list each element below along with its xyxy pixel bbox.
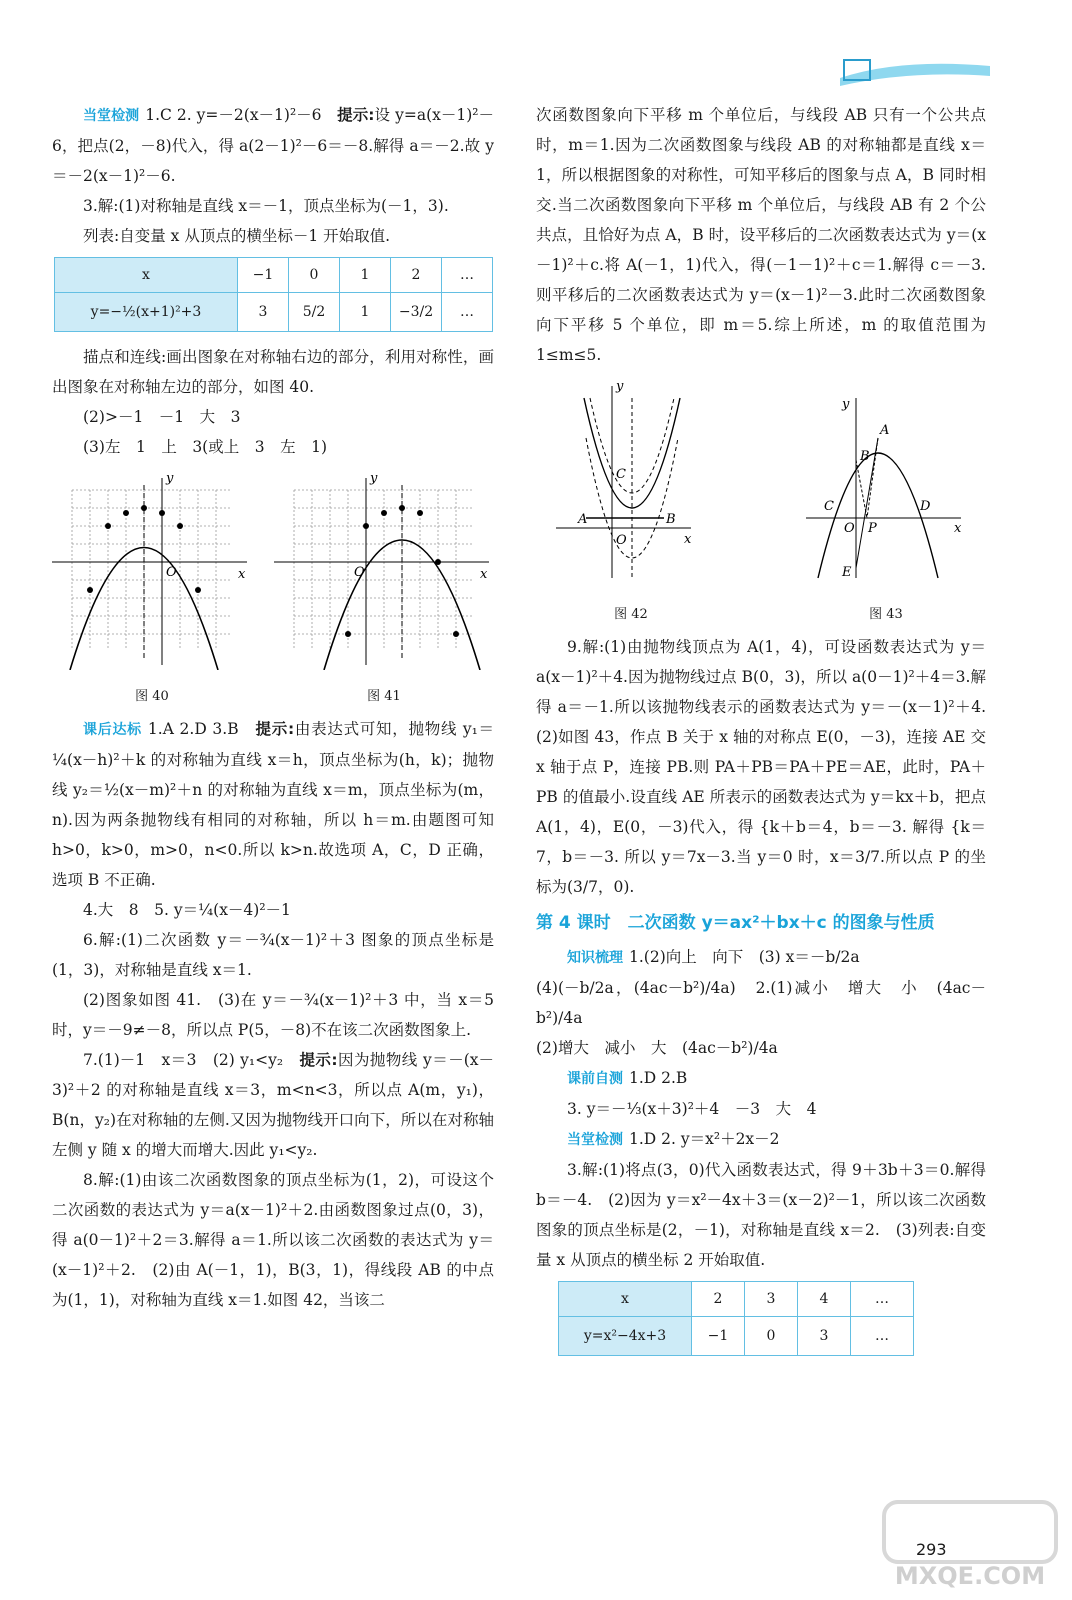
figure-caption: 图 43 — [869, 607, 903, 622]
svg-text:P: P — [868, 521, 877, 536]
left-para-5: (2)>－1 －1 大 3 — [83, 408, 241, 426]
hint-label: 提示: — [337, 106, 375, 124]
table-row — [559, 1282, 914, 1317]
left-para-9: 6.解:(1)二次函数 y＝－¾(x－1)²＋3 图象的顶点坐标是(1，3)，对称轴是直线 x＝1. — [52, 931, 494, 979]
svg-text:D: D — [920, 499, 931, 514]
table-cell: 1 — [340, 258, 391, 293]
table-row — [559, 1317, 914, 1356]
table-cell: 1 — [340, 293, 391, 332]
right-para-6 — [536, 1063, 986, 1094]
figure-caption: 图 40 — [135, 689, 169, 704]
left-para-7 — [52, 714, 494, 895]
left-para-3: 列表:自变量 x 从顶点的横坐标－1 开始取值. — [83, 227, 391, 245]
watermark-logo — [880, 1498, 1060, 1592]
left-para-12: 8.解:(1)由该二次函数图象的顶点坐标为(1，2)，可设这个二次函数的表达式为 y＝a(x－1)²＋2.由函数图象过点(0，3)，得 a(0－1)²＋2＝3.解得 a＝1.所以该二次函数的表达式为 y＝(x－1)²＋2. (2)由 A(－1，1)，B(3，1)，得线段 AB 的中点为(1，1)，对称轴为直线 x＝1.如图 42，当该二 — [52, 1171, 494, 1309]
svg-text:x: x — [238, 567, 246, 582]
section-tag: 当堂检测 — [567, 1132, 623, 1148]
answer-text: 设 y=a(x－1)²－6，把点(2，－8)代入，得 a(2－1)²－6＝－8.解得 a＝－2.故 y＝－2(x－1)²－6. — [52, 106, 495, 185]
figure-caption: 图 42 — [614, 607, 648, 622]
table-cell: 3 — [238, 293, 289, 332]
svg-text:C: C — [824, 499, 834, 514]
svg-text:E: E — [842, 565, 852, 580]
right-para-8 — [536, 1124, 986, 1155]
table-cell: … — [442, 258, 493, 293]
answer-text: 1.D 2.B — [629, 1069, 688, 1087]
svg-text:O: O — [354, 565, 365, 580]
svg-text:B: B — [666, 512, 676, 527]
right-para-3 — [536, 942, 986, 973]
section-tag: 课前自测 — [567, 1071, 623, 1087]
parabola-graph-42 — [556, 378, 706, 588]
svg-text:x: x — [684, 532, 692, 547]
svg-text:C: C — [616, 467, 626, 482]
svg-text:B: B — [860, 449, 870, 464]
parabola-graph-40 — [52, 470, 252, 670]
value-table-2 — [558, 1281, 914, 1356]
right-para-9: 3.解:(1)将点(3，0)代入函数表达式，得 9＋3b＋3＝0.解得 b＝－4. (2)因为 y＝x²－4x＋3＝(x－2)²－1，所以该二次函数图象的顶点坐标是(2，－1)，对称轴是直线 x＝2. (3)列表:自变量 x 从顶点的横坐标 2 开始取值. — [536, 1161, 986, 1269]
watermark-text: MXQE.COM — [894, 1562, 1046, 1590]
svg-text:y: y — [842, 397, 850, 412]
answer-text: 7.(1)－1 x＝3 (2) y₁<y₂ — [83, 1051, 284, 1069]
left-column — [52, 100, 494, 1315]
svg-text:A: A — [880, 423, 890, 438]
table-header-cell: y=x²−4x+3 — [559, 1317, 692, 1356]
left-para-6: (3)左 1 上 3(或上 3 左 1) — [83, 438, 327, 456]
hint-label: 提示: — [255, 720, 295, 738]
section-tag: 当堂检测 — [83, 108, 140, 124]
table-cell: −1 — [692, 1317, 745, 1356]
table-cell: 2 — [391, 258, 442, 293]
table-cell: … — [442, 293, 493, 332]
figure-41 — [274, 470, 494, 712]
value-table-1 — [54, 257, 493, 332]
table-header-cell: y=−½(x+1)²+3 — [55, 293, 238, 332]
lesson-title: 第 4 课时 二次函数 y＝ax²＋bx＋c 的图象与性质 — [536, 913, 935, 933]
answer-text: 1.D 2. y＝x²＋2x－2 — [629, 1130, 780, 1148]
figure-40 — [52, 470, 252, 712]
table-cell: −3/2 — [391, 293, 442, 332]
left-para-2: 3.解:(1)对称轴是直线 x＝－1，顶点坐标为(－1，3). — [83, 197, 449, 215]
right-para-7: 3. y＝－⅓(x＋3)²＋4 －3 大 4 — [567, 1100, 817, 1118]
table-cell: 0 — [289, 258, 340, 293]
left-para-8: 4.大 8 5. y＝¼(x－4)²－1 — [83, 901, 291, 919]
table-cell: … — [851, 1317, 914, 1356]
figure-row-42-43 — [536, 378, 986, 630]
answer-text: 1.C 2. y=－2(x－1)²－6 — [145, 106, 322, 124]
table-row — [55, 293, 493, 332]
hint-label: 提示: — [299, 1051, 338, 1069]
section-tag: 课后达标 — [83, 722, 142, 738]
table-cell: 4 — [798, 1282, 851, 1317]
table-cell: 2 — [692, 1282, 745, 1317]
svg-text:y: y — [370, 471, 378, 486]
figure-row-40-41 — [52, 470, 494, 712]
header-brush-decoration — [840, 52, 990, 92]
svg-text:y: y — [616, 379, 624, 394]
table-header-cell: x — [55, 258, 238, 293]
table-cell: 5/2 — [289, 293, 340, 332]
parabola-graph-43 — [806, 378, 966, 588]
svg-text:O: O — [166, 565, 177, 580]
right-para-4: (4)(－b/2a，(4ac－b²)/4a) 2.(1)减小 增大 小 (4ac－b²)/4a — [536, 979, 986, 1027]
left-para-4: 描点和连线:画出图象在对称轴右边的部分，利用对称性，画出图象在对称轴左边的部分，如图 40. — [52, 348, 494, 396]
table-header-cell: x — [559, 1282, 692, 1317]
svg-text:x: x — [954, 521, 962, 536]
svg-text:O: O — [616, 533, 627, 548]
right-para-5: (2)增大 减小 大 (4ac－b²)/4a — [536, 1039, 778, 1057]
svg-text:O: O — [844, 521, 855, 536]
table-cell: … — [851, 1282, 914, 1317]
left-para-1 — [52, 100, 494, 191]
parabola-graph-41 — [274, 470, 494, 670]
right-para-2: 9.解:(1)由抛物线顶点为 A(1，4)，可设函数表达式为 y＝a(x－1)²＋4.因为抛物线过点 B(0，3)，所以 a(0－1)²＋4＝3.解得 a＝－1.所以该抛物线表示的函数表达式为 y＝－(x－1)²＋4. (2)如图 43，作点 B 关于 x 轴的对称点 E(0，－3)，连接 AE 交 x 轴于点 P，连接 PB.则 PA＋PB＝PA＋PE＝AE，此时，PA＋PB 的值最小.设直线 AE 所表示的函数表达式为 y＝kx＋b，把点 A(1，4)，E(0，－3)代入，得 {k＋b＝4，b＝－3. 解得 {k＝7，b＝－3. 所以 y＝7x－3.当 y＝0 时，x＝3/7.所以点 P 的坐标为(3/7，0). — [536, 638, 1002, 896]
svg-text:A: A — [578, 512, 588, 527]
left-para-10: (2)图象如图 41. (3)在 y＝－¾(x－1)²＋3 中，当 x＝5 时，y＝－9≠－8，所以点 P(5，－8)不在该二次函数图象上. — [52, 991, 494, 1039]
svg-text:y: y — [166, 471, 174, 486]
answer-text: 1.A 2.D 3.B — [147, 720, 239, 738]
answer-text: 由表达式可知，抛物线 y₁＝¼(x－h)²＋k 的对称轴为直线 x＝h，顶点坐标为(h，k)；抛物线 y₂＝½(x－m)²＋n 的对称轴为直线 x＝m，顶点坐标为(m，n).因为两条抛物线有相同的对称轴，所以 h＝m.由题图可知 h>0，k>0，m>0，n<0.所以 k>n.故选项 A，C，D 正确，选项 B 不正确. — [52, 720, 495, 889]
table-cell: 0 — [745, 1317, 798, 1356]
section-tag: 知识梳理 — [567, 950, 623, 966]
right-para-1: 次函数图象向下平移 m 个单位后，与线段 AB 只有一个公共点时，m＝1.因为二次函数图象与线段 AB 的对称轴都是直线 x＝1，所以根据图象的对称性，可知平移后的图象与点 A，B 同时相交.当二次函数图象向下平移 m 个单位后，与线段 AB 有 2 个公共点，且恰好为点 A，B 时，设平移后的二次函数表达式为 y＝(x－1)²＋c.将 A(－1，1)代入，得(－1－1)²＋c＝1.解得 c＝－3.则平移后的二次函数表达式为 y＝(x－1)²－3.此时二次函数图象向下平移 5 个单位，即 m＝5.综上所述，m 的取值范围为 1≤m≤5. — [536, 106, 986, 364]
left-para-11 — [52, 1045, 494, 1165]
right-column — [536, 100, 1002, 1366]
answer-text: 1.(2)向上 向下 (3) x＝－b/2a — [629, 948, 860, 966]
page-number: 293 — [916, 1540, 947, 1559]
svg-text:x: x — [480, 567, 488, 582]
table-cell: −1 — [238, 258, 289, 293]
answer-text: 因为抛物线 y＝－(x－3)²＋2 的对称轴是直线 x＝3，m<n<3，所以点 A(m，y₁)，B(n，y₂)在对称轴的左侧.又因为抛物线开口向下，所以在对称轴左侧 y 随 x 的增大而增大.因此 y₁<y₂. — [52, 1051, 494, 1159]
figure-caption: 图 41 — [367, 689, 401, 704]
table-row — [55, 258, 493, 293]
figure-42 — [556, 378, 706, 630]
figure-43 — [806, 378, 966, 630]
table-cell: 3 — [745, 1282, 798, 1317]
table-cell: 3 — [798, 1317, 851, 1356]
